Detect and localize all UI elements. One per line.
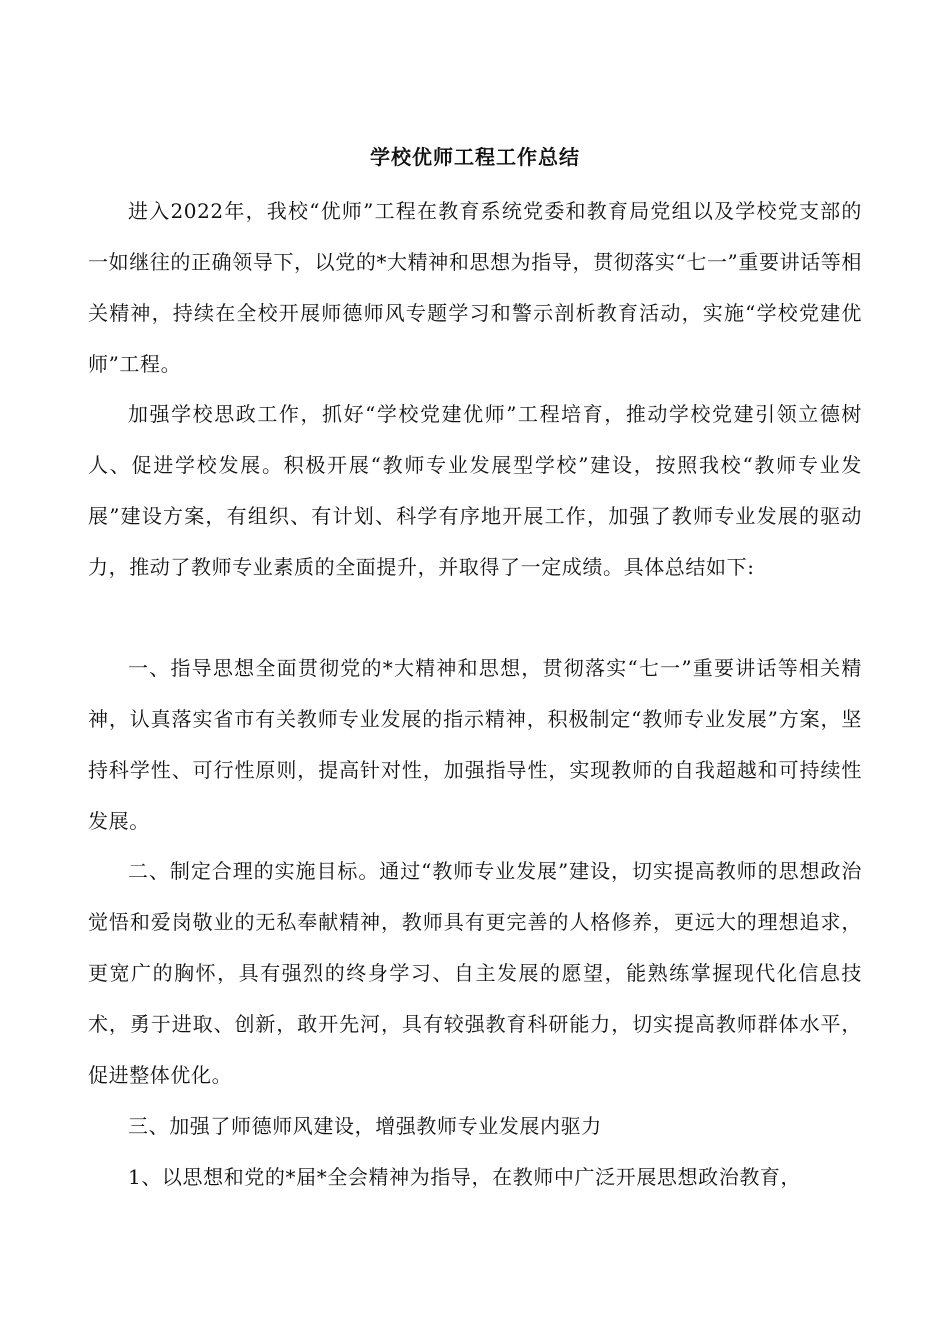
paragraph-implementation-goals: 二、制定合理的实施目标。通过“教师专业发展”建设，切实提高教师的思想政治觉悟和爱岗敬业的无私奉献精神，教师具有更完善的人格修养，更远大的理想追求，更宽广的胸怀，具有强烈的终身学习、自主发展的愿望，能熟练掌握现代化信息技术，勇于进取、创新，敢开先河，具有较强教育科研能力，切实提高教师群体水平，促进整体优化。: [88, 859, 862, 1087]
paragraph-guiding-ideology: 一、指导思想全面贯彻党的*大精神和思想，贯彻落实“七一”重要讲话等相关精神，认真落实省市有关教师专业发展的指示精神，积极制定“教师专业发展”方案，坚持科学性、可行性原则，提高针对性，加强指导性，实现教师的自我超越和可持续性发展。: [88, 656, 862, 833]
paragraph-overview: 加强学校思政工作，抓好“学校党建优师”工程培育，推动学校党建引领立德树人、促进学校发展。积极开展“教师专业发展型学校”建设，按照我校“教师专业发展”建设方案，有组织、有计划、科学有序地开展工作，加强了教师专业发展的驱动力，推动了教师专业素质的全面提升，并取得了一定成绩。具体总结如下:: [88, 402, 862, 579]
document-title: 学校优师工程工作总结: [370, 145, 580, 169]
paragraph-intro: 进入2022年，我校“优师”工程在教育系统党委和教育局党组以及学校党支部的一如继往的正确领导下，以党的*大精神和思想为指导，贯彻落实“七一”重要讲话等相关精神，持续在全校开展师德师风专题学习和警示剖析教育活动，实施“学校党建优师”工程。: [88, 199, 862, 376]
paragraph-section-three-heading: 三、加强了师德师风建设，增强教师专业发展内驱力: [128, 1114, 602, 1138]
paragraph-item-one: 1、以思想和党的*届*全会精神为指导，在教师中广泛开展思想政治教育，: [128, 1165, 802, 1189]
